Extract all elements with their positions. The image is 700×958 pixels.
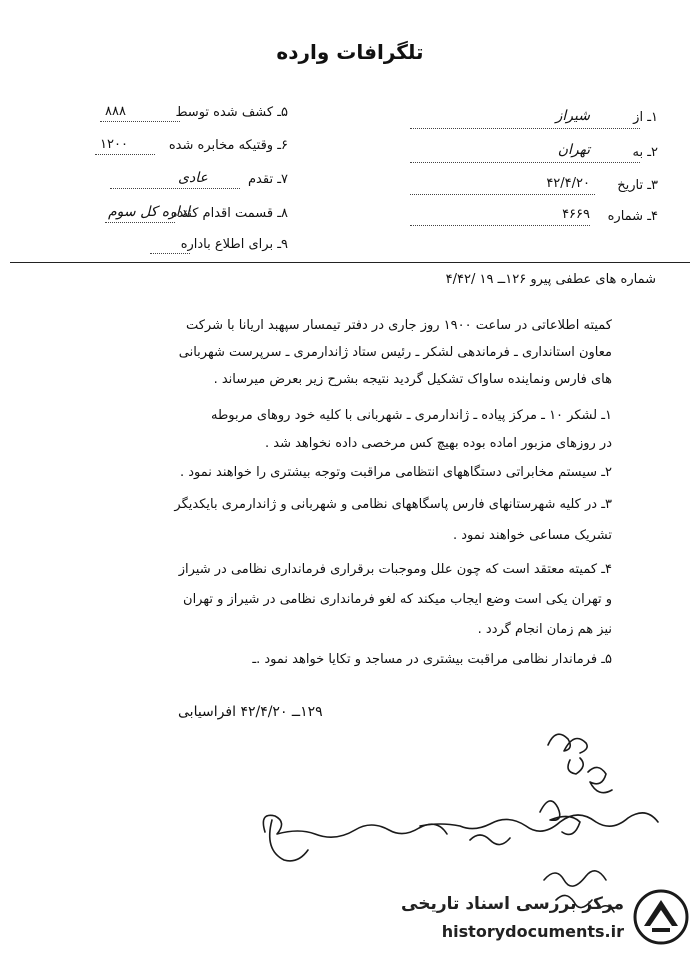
header-action-label: ۸ـ قسمت اقدام کننده	[170, 206, 288, 221]
body-line: معاون استانداری ـ فرماندهی لشکر ـ رئیس ستاد ژاندارمری ـ سرپرست شهربانی	[178, 345, 612, 360]
header-date-label: ۳ـ تاریخ	[617, 178, 658, 193]
header-sent-value: ۱۲۰۰	[100, 137, 128, 152]
reference-line: شماره های عطفی پیرو ۱۲۶ــ ۱۹ /۴/۴۲	[445, 272, 656, 287]
header-priority-label: ۷ـ تقدم	[248, 172, 288, 187]
body-line: ۲ـ سیستم مخابراتی دستگاههای انتظامی مراقبت وتوجه بیشتری را خواهند نمود .	[179, 465, 612, 480]
header-action-value: اداره کل سوم	[108, 204, 190, 220]
signature-line: ۱۲۹ــ ۴۲/۴/۲۰ افراسیابی	[178, 704, 323, 720]
body-line: تشریک مساعی خواهند نمود .	[452, 528, 612, 543]
body-line: ۱ـ لشکر ۱۰ ـ مرکز پیاده ـ ژاندارمری ـ شهربانی با کلیه خود روهای مربوطه	[210, 408, 612, 423]
body-line: کمیته اطلاعاتی در ساعت ۱۹۰۰ روز جاری در دفتر تیمسار سپهبد اریانا با شرکت	[185, 318, 612, 333]
header-number-label: ۴ـ شماره	[607, 209, 658, 224]
header-date-value: ۴۲/۴/۲۰	[546, 176, 590, 191]
watermark-url: historydocuments.ir	[441, 922, 624, 941]
header-decoded-value: ۸۸۸	[105, 104, 126, 119]
header-priority-value: عادی	[178, 170, 208, 186]
body-line: ۵ـ فرماندار نظامی مراقبت بیشتری در مساجد و تکایا خواهد نمود .ـ	[252, 652, 612, 667]
header-to-label: ۲ـ به	[632, 145, 658, 160]
header-number-value: ۴۶۶۹	[562, 207, 590, 222]
body-line: های فارس ونماینده ساواک تشکیل گردید نتیجه بشرح زیر بعرض میرساند .	[213, 372, 612, 387]
body-line: و تهران یکی است وضع ایجاب میکند که لغو فرمانداری نظامی در شیراز و تهران	[183, 592, 612, 607]
archive-logo-icon	[632, 888, 690, 946]
header-sent-label: ۶ـ وقتیکه مخابره شده	[168, 138, 288, 153]
body-line: ۳ـ در کلیه شهرستانهای فارس پاسگاههای نظامی و شهربانی و ژاندارمری بایکدیگر	[174, 497, 612, 512]
header-info-label: ۹ـ برای اطلاع باداره	[180, 237, 288, 252]
body-line: ۴ـ کمیته معتقد است که چون علل وموجبات برقراری فرمانداری نظامی در شیراز	[178, 562, 612, 577]
body-line: در روزهای مزبور اماده بوده بهیچ کس مرخصی داده نخواهد شد .	[264, 436, 612, 451]
body-line: نیز هم زمان انجام گردد .	[477, 622, 612, 637]
header-from-label: ۱ـ از	[633, 110, 658, 125]
header-decoded-label: ۵ـ کشف شده توسط	[175, 105, 288, 120]
header-to-value: تهران	[557, 142, 590, 158]
document-title: تلگرافات وارده	[276, 40, 424, 64]
header-from-value: شیراز	[555, 108, 590, 124]
watermark-org-name: مرکز بررسی اسناد تاریخی	[401, 894, 624, 914]
